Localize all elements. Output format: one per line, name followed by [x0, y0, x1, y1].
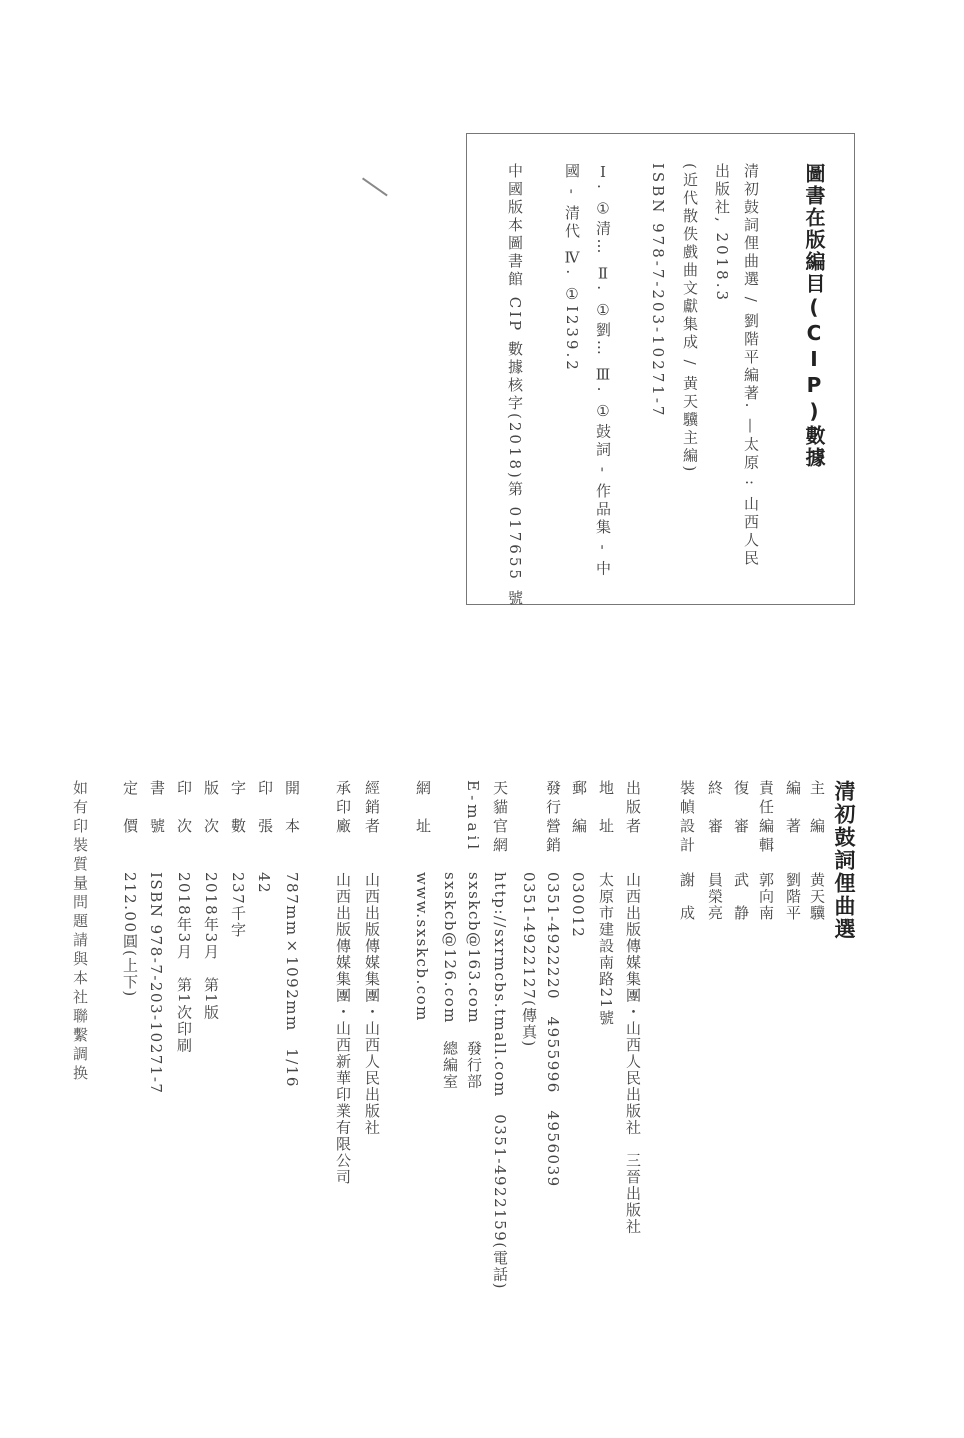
colophon-value: 42 [255, 872, 273, 895]
colophon-value: sxskcb@126.com 總編室 [441, 872, 459, 1091]
colophon-value: 0351-4922220 4955996 4956039 [544, 872, 562, 1188]
colophon-value: ISBN 978-7-203-10271-7 [147, 872, 165, 1095]
colophon-value: 2018年3月 第1次印刷 [175, 872, 193, 1054]
colophon-value: 212.00圓(上下) [121, 872, 139, 998]
colophon-label: 網 址 [414, 780, 432, 837]
colophon-label: 定 價 [121, 780, 139, 837]
colophon-label: 編 著 [784, 780, 802, 837]
colophon-label: 開 本 [283, 780, 301, 837]
colophon-value: 0351-4922127(傳真) [520, 872, 538, 1048]
cip-line: ISBN 978-7-203-10271-7 [649, 163, 667, 419]
colophon-label: 版 次 [202, 780, 220, 837]
cip-line: (近代散佚戲曲文獻集成 / 黄天驥主編) [681, 163, 699, 475]
colophon-value: 郭向南 [757, 872, 775, 922]
cip-title: 圖書在版編目(CIP)數據 [802, 163, 826, 469]
colophon-label: 終 審 [706, 780, 724, 837]
cip-line: 出版社, 2018.3 [713, 163, 731, 304]
cip-line: Ⅰ. ①清… Ⅱ. ①劉… Ⅲ. ①鼓詞 - 作品集 - 中 [594, 163, 612, 579]
colophon-value: sxskcb@163.com 發行部 [465, 872, 483, 1091]
colophon-value: 黄天驥 [808, 872, 826, 922]
cip-line: 中國版本圖書館 CIP 數據核字(2018)第 017655 號 [506, 163, 524, 608]
colophon-label: 復 審 [732, 780, 750, 837]
colophon-label: 裝幀設計 [678, 780, 696, 856]
quality-notice: 如有印裝質量問題請與本社聯繫調换 [71, 780, 89, 1084]
cip-line: 清初鼓詞俚曲選 / 劉階平編著. —太原 : 山西人民 [742, 163, 760, 568]
cip-line: 國 - 清代 Ⅳ. ①I239.2 [563, 163, 581, 373]
colophon-label: 印 張 [256, 780, 274, 837]
colophon-label: 字 數 [229, 780, 247, 837]
colophon-label: 主 編 [808, 780, 826, 837]
colophon-label: 發行營銷 [544, 780, 562, 856]
colophon-value: 員榮亮 [706, 872, 724, 922]
colophon-value: www.sxskcb.com [413, 872, 431, 1022]
colophon-label: 承印廠 [334, 780, 352, 837]
colophon-label: 出版者 [624, 780, 642, 837]
colophon-value: 劉階平 [784, 872, 802, 922]
colophon-value: 太原市建設南路21號 [597, 872, 615, 1027]
scan-mark [362, 178, 387, 196]
colophon-value: 787mm×1092mm 1/16 [283, 872, 301, 1088]
colophon-value: 山西出版傳媒集團・山西人民出版社 [363, 872, 381, 1136]
colophon-value: 030012 [569, 872, 587, 939]
colophon-value: 謝 成 [678, 872, 696, 922]
colophon-title: 清初鼓詞俚曲選 [832, 780, 857, 941]
colophon-value: 237千字 [229, 872, 247, 939]
colophon-value: http://sxrmcbs.tmall.com 0351-4922159(電話) [491, 872, 509, 1290]
colophon-label: 地 址 [597, 780, 615, 837]
colophon-value: 山西出版傳媒集團・山西人民出版社 三晉出版社 [624, 872, 642, 1235]
colophon-value: 2018年3月 第1版 [202, 872, 220, 1021]
colophon-label: 責任編輯 [757, 780, 775, 856]
colophon-label: E-mail [464, 780, 482, 854]
colophon-label: 經銷者 [363, 780, 381, 837]
colophon-value: 山西出版傳媒集團・山西新華印業有限公司 [334, 872, 352, 1186]
colophon-label: 天貓官網 [491, 780, 509, 856]
colophon-label: 郵 編 [570, 780, 588, 837]
colophon-label: 書 號 [148, 780, 166, 837]
colophon-label: 印 次 [175, 780, 193, 837]
colophon-value: 武 静 [732, 872, 750, 922]
